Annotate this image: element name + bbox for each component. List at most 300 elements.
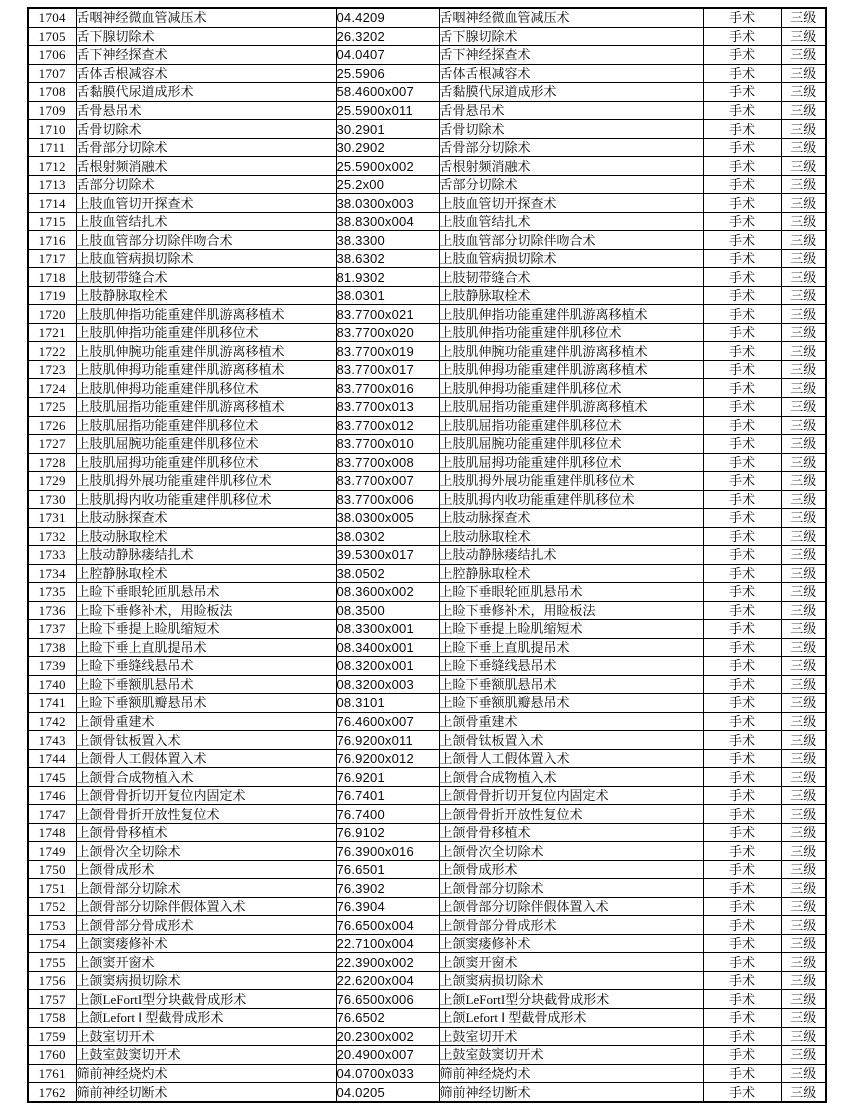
procedure-code: 76.9102 xyxy=(336,823,439,842)
procedure-name-repeat: 上颌骨次全切除术 xyxy=(439,842,703,861)
category-cell: 手术 xyxy=(703,342,781,361)
row-number: 1741 xyxy=(28,694,76,713)
level-cell: 三级 xyxy=(781,934,826,953)
level-cell: 三级 xyxy=(781,323,826,342)
table-row xyxy=(28,768,826,787)
procedure-name-cn: 上颌骨成形术 xyxy=(76,860,336,879)
procedure-name-repeat: 舌黏膜代尿道成形术 xyxy=(439,83,703,102)
table-row xyxy=(28,490,826,509)
table-row xyxy=(28,1027,826,1046)
table-row xyxy=(28,1046,826,1065)
category-cell: 手术 xyxy=(703,527,781,546)
level-cell: 三级 xyxy=(781,8,826,27)
table-row xyxy=(28,601,826,620)
procedure-name-cn: 上颌骨合成物植入术 xyxy=(76,768,336,787)
procedure-code: 76.6501 xyxy=(336,860,439,879)
level-cell: 三级 xyxy=(781,27,826,46)
level-cell: 三级 xyxy=(781,879,826,898)
row-number: 1719 xyxy=(28,286,76,305)
row-number: 1751 xyxy=(28,879,76,898)
level-cell: 三级 xyxy=(781,101,826,120)
category-cell: 手术 xyxy=(703,749,781,768)
table-row xyxy=(28,305,826,324)
table-row xyxy=(28,8,826,27)
procedure-name-repeat: 舌骨切除术 xyxy=(439,120,703,139)
row-number: 1722 xyxy=(28,342,76,361)
procedure-name-cn: 上颌骨部分切除伴假体置入术 xyxy=(76,897,336,916)
category-cell: 手术 xyxy=(703,583,781,602)
procedure-name-repeat: 上颌骨部分骨成形术 xyxy=(439,916,703,935)
category-cell: 手术 xyxy=(703,694,781,713)
table-row xyxy=(28,953,826,972)
table-row xyxy=(28,379,826,398)
category-cell: 手术 xyxy=(703,879,781,898)
category-cell: 手术 xyxy=(703,620,781,639)
procedure-name-repeat: 上肢肌拇外展功能重建伴肌移位术 xyxy=(439,472,703,491)
procedure-name-cn: 上肢肌伸拇功能重建伴肌游离移植术 xyxy=(76,360,336,379)
level-cell: 三级 xyxy=(781,601,826,620)
level-cell: 三级 xyxy=(781,527,826,546)
procedure-code: 81.9302 xyxy=(336,268,439,287)
row-number: 1708 xyxy=(28,83,76,102)
table-row xyxy=(28,416,826,435)
row-number: 1742 xyxy=(28,712,76,731)
level-cell: 三级 xyxy=(781,842,826,861)
procedure-name-cn: 上颌骨骨折开放性复位术 xyxy=(76,805,336,824)
level-cell: 三级 xyxy=(781,657,826,676)
table-row xyxy=(28,897,826,916)
level-cell: 三级 xyxy=(781,675,826,694)
procedure-code: 08.3300x001 xyxy=(336,620,439,639)
row-number: 1750 xyxy=(28,860,76,879)
level-cell: 三级 xyxy=(781,435,826,454)
procedure-name-repeat: 上颌骨成形术 xyxy=(439,860,703,879)
procedure-name-cn: 上鼓室切开术 xyxy=(76,1027,336,1046)
procedure-name-cn: 上肢动脉探查术 xyxy=(76,509,336,528)
procedure-code: 39.5300x017 xyxy=(336,546,439,565)
row-number: 1754 xyxy=(28,934,76,953)
level-cell: 三级 xyxy=(781,564,826,583)
row-number: 1735 xyxy=(28,583,76,602)
category-cell: 手术 xyxy=(703,397,781,416)
level-cell: 三级 xyxy=(781,157,826,176)
row-number: 1723 xyxy=(28,360,76,379)
level-cell: 三级 xyxy=(781,1009,826,1028)
procedure-name-repeat: 上腔静脉取栓术 xyxy=(439,564,703,583)
row-number: 1731 xyxy=(28,509,76,528)
procedure-name-cn: 上睑下垂额肌悬吊术 xyxy=(76,675,336,694)
row-number: 1727 xyxy=(28,435,76,454)
category-cell: 手术 xyxy=(703,805,781,824)
procedure-code: 30.2901 xyxy=(336,120,439,139)
procedure-name-cn: 上颌窦瘘修补术 xyxy=(76,934,336,953)
category-cell: 手术 xyxy=(703,360,781,379)
level-cell: 三级 xyxy=(781,731,826,750)
table-row xyxy=(28,1064,826,1083)
level-cell: 三级 xyxy=(781,379,826,398)
category-cell: 手术 xyxy=(703,249,781,268)
level-cell: 三级 xyxy=(781,805,826,824)
level-cell: 三级 xyxy=(781,360,826,379)
row-number: 1740 xyxy=(28,675,76,694)
procedure-code: 76.9200x011 xyxy=(336,731,439,750)
procedure-code: 25.2x00 xyxy=(336,175,439,194)
category-cell: 手术 xyxy=(703,453,781,472)
row-number: 1733 xyxy=(28,546,76,565)
category-cell: 手术 xyxy=(703,916,781,935)
level-cell: 三级 xyxy=(781,342,826,361)
procedure-name-cn: 筛前神经烧灼术 xyxy=(76,1064,336,1083)
level-cell: 三级 xyxy=(781,546,826,565)
category-cell: 手术 xyxy=(703,435,781,454)
procedure-code: 83.7700x017 xyxy=(336,360,439,379)
procedure-code: 76.6500x004 xyxy=(336,916,439,935)
level-cell: 三级 xyxy=(781,1083,826,1102)
procedure-code: 30.2902 xyxy=(336,138,439,157)
table-row xyxy=(28,342,826,361)
procedure-name-repeat: 上颌骨骨折开放性复位术 xyxy=(439,805,703,824)
table-row xyxy=(28,175,826,194)
table-row xyxy=(28,138,826,157)
table-row xyxy=(28,694,826,713)
procedure-name-repeat: 上颌Lefort Ⅰ 型截骨成形术 xyxy=(439,1009,703,1028)
procedure-code: 25.5900x002 xyxy=(336,157,439,176)
procedure-name-cn: 上肢肌屈指功能重建伴肌游离移植术 xyxy=(76,397,336,416)
level-cell: 三级 xyxy=(781,416,826,435)
row-number: 1711 xyxy=(28,138,76,157)
procedure-code: 38.0302 xyxy=(336,527,439,546)
procedure-name-repeat: 上肢静脉取栓术 xyxy=(439,286,703,305)
table-row xyxy=(28,712,826,731)
procedure-code: 22.3900x002 xyxy=(336,953,439,972)
procedure-name-cn: 上肢血管病损切除术 xyxy=(76,249,336,268)
row-number: 1707 xyxy=(28,64,76,83)
procedure-code: 76.9201 xyxy=(336,768,439,787)
row-number: 1734 xyxy=(28,564,76,583)
table-row xyxy=(28,527,826,546)
procedure-name-repeat: 上颌骨重建术 xyxy=(439,712,703,731)
level-cell: 三级 xyxy=(781,638,826,657)
procedure-name-repeat: 上肢血管部分切除伴吻合术 xyxy=(439,231,703,250)
category-cell: 手术 xyxy=(703,786,781,805)
procedure-name-repeat: 上肢肌屈拇功能重建伴肌移位术 xyxy=(439,453,703,472)
procedure-code: 25.5906 xyxy=(336,64,439,83)
procedure-name-repeat: 上肢肌伸指功能重建伴肌移位术 xyxy=(439,323,703,342)
level-cell: 三级 xyxy=(781,268,826,287)
procedure-table xyxy=(27,7,827,1103)
procedure-name-repeat: 上肢韧带缝合术 xyxy=(439,268,703,287)
procedure-code: 20.4900x007 xyxy=(336,1046,439,1065)
category-cell: 手术 xyxy=(703,953,781,972)
procedure-code: 76.9200x012 xyxy=(336,749,439,768)
category-cell: 手术 xyxy=(703,1083,781,1102)
level-cell: 三级 xyxy=(781,916,826,935)
row-number: 1737 xyxy=(28,620,76,639)
procedure-code: 20.2300x002 xyxy=(336,1027,439,1046)
procedure-name-cn: 上鼓室鼓窦切开术 xyxy=(76,1046,336,1065)
procedure-name-cn: 上颌窦开窗术 xyxy=(76,953,336,972)
level-cell: 三级 xyxy=(781,1046,826,1065)
procedure-name-repeat: 上肢血管切开探查术 xyxy=(439,194,703,213)
level-cell: 三级 xyxy=(781,897,826,916)
table-row xyxy=(28,435,826,454)
category-cell: 手术 xyxy=(703,509,781,528)
procedure-code: 38.0301 xyxy=(336,286,439,305)
row-number: 1752 xyxy=(28,897,76,916)
table-row xyxy=(28,934,826,953)
table-row xyxy=(28,249,826,268)
category-cell: 手术 xyxy=(703,46,781,65)
table-row xyxy=(28,323,826,342)
procedure-name-cn: 上睑下垂眼轮匝肌悬吊术 xyxy=(76,583,336,602)
level-cell: 三级 xyxy=(781,231,826,250)
procedure-name-repeat: 上颌骨人工假体置入术 xyxy=(439,749,703,768)
procedure-name-cn: 上睑下垂修补术，用睑板法 xyxy=(76,601,336,620)
procedure-name-repeat: 上颌窦开窗术 xyxy=(439,953,703,972)
category-cell: 手术 xyxy=(703,546,781,565)
procedure-name-cn: 上颌LeFortI型分块截骨成形术 xyxy=(76,990,336,1009)
procedure-name-cn: 舌根射频消融术 xyxy=(76,157,336,176)
level-cell: 三级 xyxy=(781,472,826,491)
procedure-name-cn: 舌部分切除术 xyxy=(76,175,336,194)
row-number: 1762 xyxy=(28,1083,76,1102)
category-cell: 手术 xyxy=(703,268,781,287)
category-cell: 手术 xyxy=(703,8,781,27)
procedure-code: 76.4600x007 xyxy=(336,712,439,731)
table-row xyxy=(28,231,826,250)
procedure-name-repeat: 上肢肌屈指功能重建伴肌游离移植术 xyxy=(439,397,703,416)
row-number: 1721 xyxy=(28,323,76,342)
category-cell: 手术 xyxy=(703,194,781,213)
level-cell: 三级 xyxy=(781,786,826,805)
procedure-name-repeat: 上颌窦病损切除术 xyxy=(439,971,703,990)
procedure-name-cn: 上颌骨人工假体置入术 xyxy=(76,749,336,768)
procedure-name-cn: 上颌骨部分骨成形术 xyxy=(76,916,336,935)
row-number: 1713 xyxy=(28,175,76,194)
table-row xyxy=(28,286,826,305)
table-row xyxy=(28,823,826,842)
row-number: 1760 xyxy=(28,1046,76,1065)
procedure-name-cn: 上睑下垂额肌瓣悬吊术 xyxy=(76,694,336,713)
procedure-code: 76.3900x016 xyxy=(336,842,439,861)
category-cell: 手术 xyxy=(703,323,781,342)
table-row xyxy=(28,860,826,879)
row-number: 1710 xyxy=(28,120,76,139)
level-cell: 三级 xyxy=(781,712,826,731)
procedure-name-cn: 上肢肌屈腕功能重建伴肌移位术 xyxy=(76,435,336,454)
procedure-name-repeat: 舌下腺切除术 xyxy=(439,27,703,46)
procedure-name-cn: 上肢肌伸拇功能重建伴肌移位术 xyxy=(76,379,336,398)
row-number: 1758 xyxy=(28,1009,76,1028)
category-cell: 手术 xyxy=(703,638,781,657)
table-row xyxy=(28,657,826,676)
category-cell: 手术 xyxy=(703,212,781,231)
procedure-name-repeat: 上睑下垂上直肌提吊术 xyxy=(439,638,703,657)
table-row xyxy=(28,842,826,861)
level-cell: 三级 xyxy=(781,1064,826,1083)
category-cell: 手术 xyxy=(703,472,781,491)
category-cell: 手术 xyxy=(703,842,781,861)
category-cell: 手术 xyxy=(703,231,781,250)
procedure-code: 04.0205 xyxy=(336,1083,439,1102)
procedure-code: 38.0300x003 xyxy=(336,194,439,213)
procedure-code: 83.7700x012 xyxy=(336,416,439,435)
row-number: 1717 xyxy=(28,249,76,268)
row-number: 1714 xyxy=(28,194,76,213)
level-cell: 三级 xyxy=(781,194,826,213)
row-number: 1747 xyxy=(28,805,76,824)
procedure-name-repeat: 上颌骨骨折切开复位内固定术 xyxy=(439,786,703,805)
table-row xyxy=(28,64,826,83)
level-cell: 三级 xyxy=(781,620,826,639)
level-cell: 三级 xyxy=(781,286,826,305)
category-cell: 手术 xyxy=(703,416,781,435)
procedure-name-cn: 上腔静脉取栓术 xyxy=(76,564,336,583)
procedure-name-repeat: 上颌LeFortI型分块截骨成形术 xyxy=(439,990,703,1009)
category-cell: 手术 xyxy=(703,768,781,787)
row-number: 1725 xyxy=(28,397,76,416)
procedure-name-cn: 舌黏膜代尿道成形术 xyxy=(76,83,336,102)
row-number: 1746 xyxy=(28,786,76,805)
table-row xyxy=(28,397,826,416)
table-row xyxy=(28,27,826,46)
category-cell: 手术 xyxy=(703,860,781,879)
procedure-name-repeat: 舌骨部分切除术 xyxy=(439,138,703,157)
category-cell: 手术 xyxy=(703,120,781,139)
row-number: 1720 xyxy=(28,305,76,324)
row-number: 1745 xyxy=(28,768,76,787)
procedure-name-repeat: 上肢动脉取栓术 xyxy=(439,527,703,546)
category-cell: 手术 xyxy=(703,379,781,398)
row-number: 1732 xyxy=(28,527,76,546)
procedure-code: 83.7700x010 xyxy=(336,435,439,454)
procedure-code: 26.3202 xyxy=(336,27,439,46)
row-number: 1709 xyxy=(28,101,76,120)
procedure-name-repeat: 上肢肌伸腕功能重建伴肌游离移植术 xyxy=(439,342,703,361)
procedure-name-cn: 上睑下垂缝线悬吊术 xyxy=(76,657,336,676)
row-number: 1755 xyxy=(28,953,76,972)
procedure-name-repeat: 上肢血管病损切除术 xyxy=(439,249,703,268)
row-number: 1739 xyxy=(28,657,76,676)
level-cell: 三级 xyxy=(781,120,826,139)
procedure-code: 83.7700x006 xyxy=(336,490,439,509)
level-cell: 三级 xyxy=(781,64,826,83)
procedure-name-cn: 上肢血管部分切除伴吻合术 xyxy=(76,231,336,250)
table-row xyxy=(28,360,826,379)
category-cell: 手术 xyxy=(703,1027,781,1046)
procedure-name-repeat: 上睑下垂缝线悬吊术 xyxy=(439,657,703,676)
row-number: 1706 xyxy=(28,46,76,65)
category-cell: 手术 xyxy=(703,934,781,953)
procedure-name-cn: 上肢韧带缝合术 xyxy=(76,268,336,287)
procedure-code: 83.7700x007 xyxy=(336,472,439,491)
procedure-name-repeat: 上鼓室切开术 xyxy=(439,1027,703,1046)
procedure-table-body xyxy=(28,8,826,1102)
table-row xyxy=(28,879,826,898)
procedure-code: 08.3200x003 xyxy=(336,675,439,694)
procedure-name-cn: 上肢静脉取栓术 xyxy=(76,286,336,305)
level-cell: 三级 xyxy=(781,990,826,1009)
procedure-name-repeat: 上颌骨部分切除术 xyxy=(439,879,703,898)
category-cell: 手术 xyxy=(703,675,781,694)
category-cell: 手术 xyxy=(703,712,781,731)
row-number: 1744 xyxy=(28,749,76,768)
row-number: 1738 xyxy=(28,638,76,657)
procedure-name-repeat: 上睑下垂眼轮匝肌悬吊术 xyxy=(439,583,703,602)
level-cell: 三级 xyxy=(781,694,826,713)
level-cell: 三级 xyxy=(781,46,826,65)
procedure-name-cn: 上睑下垂上直肌提吊术 xyxy=(76,638,336,657)
procedure-name-cn: 筛前神经切断术 xyxy=(76,1083,336,1102)
procedure-name-cn: 上肢肌拇内收功能重建伴肌移位术 xyxy=(76,490,336,509)
procedure-name-repeat: 舌下神经探查术 xyxy=(439,46,703,65)
table-row xyxy=(28,101,826,120)
procedure-name-cn: 上睑下垂提上睑肌缩短术 xyxy=(76,620,336,639)
procedure-code: 76.6502 xyxy=(336,1009,439,1028)
procedure-name-repeat: 上肢肌屈指功能重建伴肌移位术 xyxy=(439,416,703,435)
procedure-code: 25.5900x011 xyxy=(336,101,439,120)
procedure-name-repeat: 筛前神经切断术 xyxy=(439,1083,703,1102)
table-row xyxy=(28,805,826,824)
row-number: 1730 xyxy=(28,490,76,509)
row-number: 1704 xyxy=(28,8,76,27)
procedure-code: 04.0700x033 xyxy=(336,1064,439,1083)
procedure-name-cn: 舌骨切除术 xyxy=(76,120,336,139)
procedure-name-repeat: 上肢肌伸拇功能重建伴肌游离移植术 xyxy=(439,360,703,379)
level-cell: 三级 xyxy=(781,953,826,972)
table-row xyxy=(28,583,826,602)
procedure-name-repeat: 上肢血管结扎术 xyxy=(439,212,703,231)
procedure-name-repeat: 筛前神经烧灼术 xyxy=(439,1064,703,1083)
level-cell: 三级 xyxy=(781,397,826,416)
category-cell: 手术 xyxy=(703,564,781,583)
table-row xyxy=(28,786,826,805)
procedure-name-repeat: 上肢肌伸拇功能重建伴肌移位术 xyxy=(439,379,703,398)
procedure-name-repeat: 上睑下垂修补术，用睑板法 xyxy=(439,601,703,620)
procedure-name-repeat: 上颌窦瘘修补术 xyxy=(439,934,703,953)
category-cell: 手术 xyxy=(703,1064,781,1083)
category-cell: 手术 xyxy=(703,971,781,990)
procedure-name-cn: 舌下神经探查术 xyxy=(76,46,336,65)
procedure-name-repeat: 舌根射频消融术 xyxy=(439,157,703,176)
procedure-name-repeat: 上睑下垂额肌瓣悬吊术 xyxy=(439,694,703,713)
table-row xyxy=(28,268,826,287)
category-cell: 手术 xyxy=(703,731,781,750)
procedure-name-repeat: 上颌骨合成物植入术 xyxy=(439,768,703,787)
procedure-code: 08.3600x002 xyxy=(336,583,439,602)
table-row xyxy=(28,212,826,231)
procedure-name-cn: 上颌窦病损切除术 xyxy=(76,971,336,990)
table-row xyxy=(28,546,826,565)
procedure-name-cn: 舌下腺切除术 xyxy=(76,27,336,46)
procedure-name-cn: 上肢肌屈拇功能重建伴肌移位术 xyxy=(76,453,336,472)
level-cell: 三级 xyxy=(781,971,826,990)
row-number: 1761 xyxy=(28,1064,76,1083)
procedure-name-repeat: 上肢肌拇内收功能重建伴肌移位术 xyxy=(439,490,703,509)
table-row xyxy=(28,749,826,768)
table-row xyxy=(28,472,826,491)
category-cell: 手术 xyxy=(703,64,781,83)
procedure-code: 08.3500 xyxy=(336,601,439,620)
procedure-name-cn: 上肢动静脉瘘结扎术 xyxy=(76,546,336,565)
procedure-name-repeat: 上肢动脉探查术 xyxy=(439,509,703,528)
table-row xyxy=(28,453,826,472)
procedure-code: 83.7700x016 xyxy=(336,379,439,398)
procedure-name-repeat: 舌部分切除术 xyxy=(439,175,703,194)
procedure-name-cn: 上肢肌拇外展功能重建伴肌移位术 xyxy=(76,472,336,491)
category-cell: 手术 xyxy=(703,897,781,916)
level-cell: 三级 xyxy=(781,175,826,194)
